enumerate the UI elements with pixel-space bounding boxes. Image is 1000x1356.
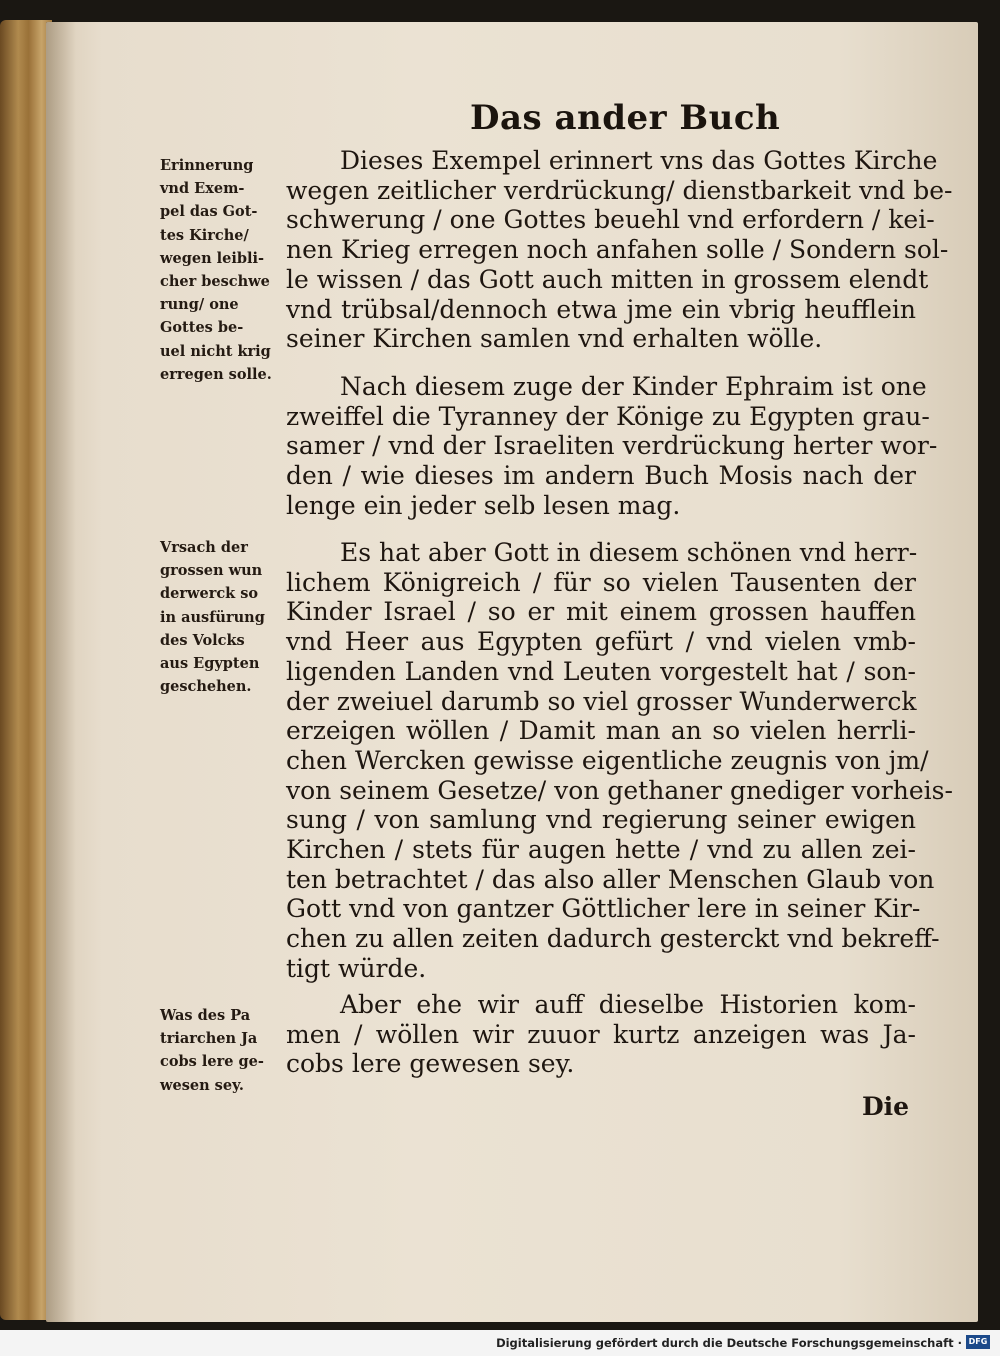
running-head: Das ander Buch: [470, 98, 781, 138]
gutter-shadow: [46, 22, 76, 1322]
margin-note-line: tes Kirche/: [160, 226, 249, 244]
text-line: von seinem Gesetze/ von gethaner gnediger vorheis-: [286, 775, 953, 805]
text-line: Gott vnd von gantzer Göttlicher lere in seiner Kir-: [286, 894, 921, 924]
margin-note-line: Was des Pa: [160, 1007, 251, 1024]
text-line: Aber ehe wir auff dieselbe Historien kom-: [340, 990, 916, 1019]
margin-note-line: grossen wun: [160, 562, 263, 580]
margin-note-line: derwerck so: [160, 585, 259, 603]
margin-note-line: triarchen Ja: [160, 1030, 258, 1048]
text-line: den / wie dieses im andern Buch Mosis nach der: [286, 461, 916, 491]
catchword: Die: [862, 1092, 910, 1121]
footer-bar: [0, 1330, 1000, 1356]
margin-note-line: wegen leibli-: [160, 249, 265, 267]
margin-note-line: des Volcks: [160, 631, 245, 649]
margin-note-line: uel nicht krig: [160, 342, 271, 360]
text-line: zweiffel die Tyranney der Könige zu Egypten grau-: [286, 401, 930, 431]
margin-note-line: in ausfürung: [160, 608, 265, 626]
book-fore-edge: [0, 20, 52, 1320]
text-line: ligenden Landen vnd Leuten vorgestelt hat / son-: [286, 656, 916, 686]
margin-note-line: geschehen.: [160, 678, 252, 696]
text-line: nen Krieg erregen noch anfahen solle / Sondern sol-: [286, 235, 949, 265]
margin-note-line: wesen sey.: [160, 1076, 244, 1094]
text-line: Nach diesem zuge der Kinder Ephraim ist one: [340, 372, 927, 401]
text-line: chen zu allen zeiten dadurch gesterckt vnd bekreff-: [286, 924, 940, 954]
text-line: Kirchen / stets für augen hette / vnd zu allen zei-: [286, 835, 916, 864]
margin-note-line: cher beschwe: [160, 273, 270, 290]
text-line: erzeigen wöllen / Damit man an so vielen herrli-: [286, 716, 916, 746]
text-line: samer / vnd der Israeliten verdrückung herter wor-: [286, 431, 938, 461]
text-line: cobs lere gewesen sey.: [286, 1049, 575, 1079]
dfg-logo: DFG: [966, 1335, 990, 1349]
footer-credit: Digitalisierung gefördert durch die Deutsche Forschungsgemeinschaft ·: [496, 1336, 962, 1350]
text-line: sung / von samlung vnd regierung seiner ewigen: [286, 805, 916, 835]
margin-note-line: vnd Exem-: [160, 180, 245, 198]
margin-note-line: rung/ one: [160, 296, 239, 314]
text-line: vnd Heer aus Egypten gefürt / vnd vielen vmb-: [286, 627, 916, 657]
text-line: men / wöllen wir zuuor kurtz anzeigen was Ja-: [286, 1019, 916, 1049]
margin-note-line: Vrsach der: [160, 539, 248, 556]
margin-note-line: Erinnerung: [160, 157, 254, 174]
text-line: seiner Kirchen samlen vnd erhalten wölle.: [286, 324, 823, 354]
text-line: ten betrachtet / das also aller Menschen Glaub von: [286, 864, 935, 894]
text-line: le wissen / das Gott auch mitten in grossem elendt: [286, 264, 929, 294]
margin-note-line: Gottes be-: [160, 319, 244, 337]
margin-note-line: aus Egypten: [160, 655, 260, 672]
margin-note-line: erregen solle.: [160, 365, 272, 383]
margin-note-line: pel das Got-: [160, 203, 258, 221]
text-line: der zweiuel darumb so viel grosser Wunderwerck: [286, 686, 917, 716]
text-line: vnd trübsal/dennoch etwa jme ein vbrig heufflein: [286, 294, 916, 324]
margin-note-line: cobs lere ge-: [160, 1053, 264, 1071]
text-line: wegen zeitlicher verdrückung/ dienstbarkeit vnd be-: [286, 175, 953, 205]
text-line: Es hat aber Gott in diesem schönen vnd herr-: [340, 538, 918, 567]
text-line: chen Wercken gewisse eigentliche zeugnis von jm/: [286, 745, 929, 775]
text-line: tigt würde.: [286, 953, 427, 983]
text-line: lenge ein jeder selb lesen mag.: [286, 490, 681, 520]
text-line: lichem Königreich / für so vielen Tausenten der: [286, 567, 916, 597]
text-line: Dieses Exempel erinnert vns das Gottes Kirche: [340, 146, 938, 175]
text-line: schwerung / one Gottes beuehl vnd erfordern / kei-: [286, 205, 935, 235]
text-line: Kinder Israel / so er mit einem grossen hauffen: [286, 597, 916, 627]
